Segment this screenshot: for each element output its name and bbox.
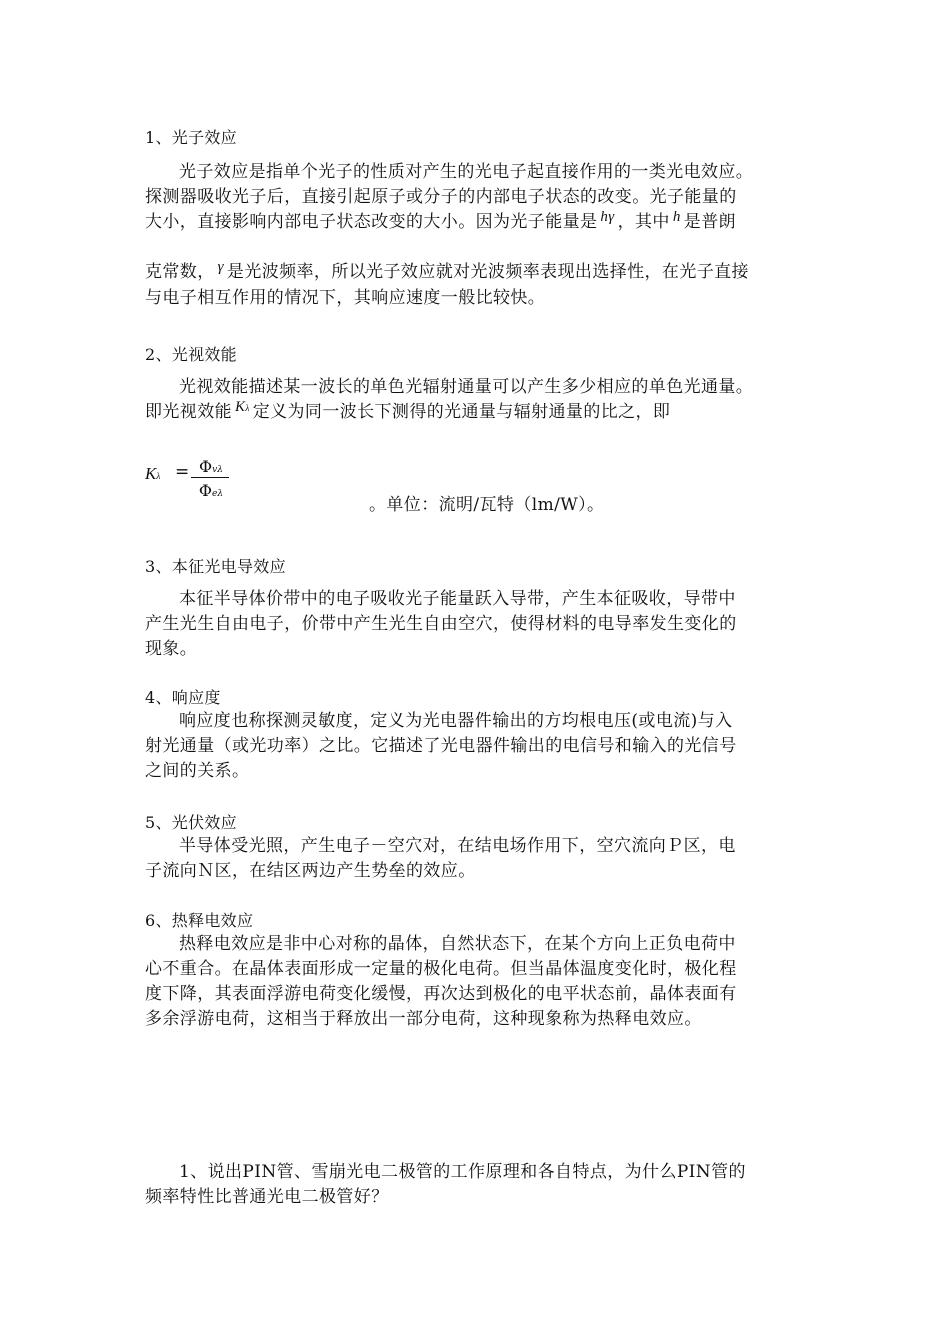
paragraph-line: 心不重合。在晶体表面形成一定量的极化电荷。但当晶体温度变化时，极化程: [145, 959, 737, 979]
paragraph-line: [145, 260, 810, 286]
paragraph-line: 产生光生自由电子，价带中产生光生自由空穴，使得材料的电导率发生变化的: [145, 614, 737, 634]
k-letter: K: [235, 399, 246, 415]
paragraph-line: 度下降，其表面浮游电荷变化缓慢，再次达到极化的电平状态前，晶体表面有: [145, 984, 737, 1004]
paragraph-line: 子流向Ｎ区，在结区两边产生势垒的效应。: [145, 861, 476, 881]
section-heading-luminous-efficacy: 2、光视效能: [145, 345, 237, 364]
question-pin-apd: [145, 1160, 810, 1210]
paragraph-line: 半导体受光照，产生电子－空穴对，在结电场作用下，空穴流向Ｐ区，电: [179, 836, 736, 856]
paragraph-line: 光子效应是指单个光子的性质对产生的光电子起直接作用的一类光电效应。: [179, 162, 754, 182]
paragraph-line: 1、说出PIN管、雪崩光电二极管的工作原理和各自特点，为什么PIN管的: [179, 1162, 746, 1182]
section-body-luminous-efficacy: [145, 375, 810, 427]
section-body-responsivity: [145, 709, 810, 784]
section-body-pyroelectric: [145, 932, 810, 1032]
text-run: 是光波频率，所以光子效应就对光波频率表现出选择性，在光子直接: [226, 262, 749, 282]
formula-k-lambda: [145, 464, 160, 484]
section-body-intrinsic-photoconductive: [145, 587, 810, 662]
section-heading-photovoltaic: 5、光伏效应: [145, 813, 237, 832]
lambda-subscript: λ: [156, 471, 161, 481]
paragraph-line: 响应度也称探测灵敏度，定义为光电器件输出的方均根电压(或电流)与入: [179, 711, 733, 731]
paragraph-line: [145, 210, 810, 236]
paragraph-line: 与电子相互作用的情况下，其响应速度一般比较快。: [145, 288, 546, 308]
text-run: 大小，直接影响内部电子状态改变的大小。因为光子能量是: [145, 212, 598, 232]
phi-symbol: Φ: [199, 457, 213, 476]
paragraph-line: 射光通量（或光功率）之比。它描述了光电器件输出的电信号和输入的光信号: [145, 736, 737, 756]
paragraph-line: 光视效能描述某一波长的单色光辐射通量可以产生多少相应的单色光通量。: [179, 377, 754, 397]
section-heading-responsivity: 4、响应度: [145, 688, 221, 707]
equals-sign: =: [175, 462, 190, 482]
paragraph-line: 多余浮游电荷，这相当于释放出一部分电荷，这种现象称为热释电效应。: [145, 1009, 702, 1029]
luminous-efficacy-formula: [145, 455, 745, 515]
numerator-subscript: vλ: [212, 465, 223, 475]
denominator-subscript: eλ: [212, 489, 224, 499]
section-heading-photon-effect: 1、光子效应: [145, 128, 237, 147]
text-run: 定义为同一波长下测得的光通量与辐射通量的比之，即: [252, 402, 671, 422]
paragraph-line: [145, 400, 810, 427]
frequency-symbol: γ: [217, 259, 224, 275]
text-run: ，其中: [617, 212, 670, 232]
fraction-numerator: [191, 457, 231, 476]
paragraph-line: 探测器吸收光子后，直接引起原子或分子的内部电子状态的改变。光子能量的: [145, 187, 737, 207]
k-letter: K: [145, 464, 157, 483]
k-lambda-symbol: [235, 399, 250, 415]
text-run: 即光视效能: [145, 402, 232, 422]
fraction-bar: [191, 477, 229, 478]
paragraph-line: 热释电效应是非中心对称的晶体，自然状态下，在某个方向上正负电荷中: [179, 934, 736, 954]
phi-symbol: Φ: [198, 481, 213, 500]
section-body-photovoltaic: [145, 834, 810, 884]
paragraph-line: 本征半导体价带中的电子吸收光子能量跃入导带，产生本征吸收，导带中: [179, 589, 736, 609]
unit-text: 。单位：流明/瓦特（lm/W）。: [369, 495, 605, 515]
paragraph-line: 现象。: [145, 639, 198, 659]
photon-energy-symbol: hγ: [600, 209, 615, 225]
paragraph-line: 频率特性比普通光电二极管好？: [145, 1187, 389, 1207]
text-run: 克常数，: [145, 262, 215, 282]
section-heading-intrinsic-photoconductive: 3、本征光电导效应: [145, 557, 286, 576]
section-body-photon-effect-cont: [145, 260, 810, 311]
fraction-denominator: [191, 481, 231, 500]
text-run: 是普朗: [683, 212, 736, 232]
planck-constant-symbol: h: [672, 209, 681, 225]
section-heading-pyroelectric: 6、热释电效应: [145, 911, 254, 930]
paragraph-line: 之间的关系。: [145, 761, 250, 781]
section-body-photon-effect: [145, 160, 810, 236]
lambda-subscript: λ: [245, 403, 250, 413]
